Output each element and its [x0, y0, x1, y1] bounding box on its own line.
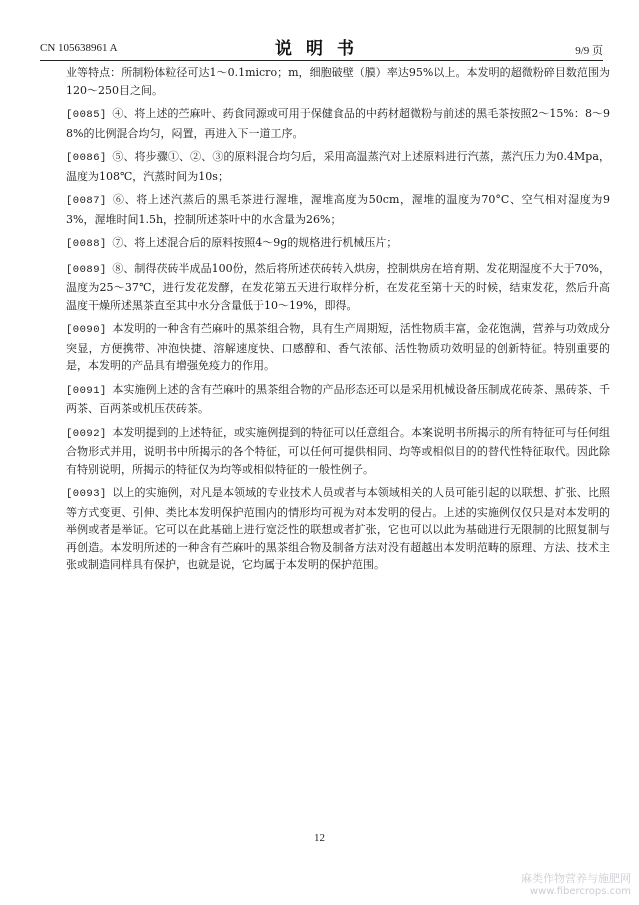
paragraph-continued — [66, 64, 610, 99]
patent-number: CN 105638961 A — [40, 42, 118, 54]
paragraph-0088 — [66, 234, 610, 254]
paragraph-text: 本发明提到的上述特征，或实施例提到的特征可以任意组合。本案说明书所揭示的所有特征可与任何组合物形式并用，说明书中所揭示的各个特征，可以任何可提供相同、均等或相似目的的替代性特征取代。因此除有特别说明，所揭示的特征仅为均等或相似特征的一般性例子。 — [66, 425, 610, 476]
document-title: 说明书 — [275, 39, 368, 59]
page-indicator: 9/9 页 — [575, 45, 603, 57]
paragraph-0091 — [66, 381, 610, 418]
paragraph-text: ④、将上述的苎麻叶、药食同源或可用于保健食品的中药材超微粉与前述的黑毛茶按照2～15%：8～98%的比例混合均匀，闷置，再进入下一道工序。 — [66, 107, 610, 140]
paragraph-text: ⑥、将上述汽蒸后的黑毛茶进行渥堆，渥堆高度为50cm，渥堆的温度为70°C、空气相对湿度为93%，渥堆时间1.5h，控制所述茶叶中的水含量为26%； — [66, 193, 611, 226]
paragraph-text: 以上的实施例，对凡是本领域的专业技术人员或者与本领域相关的人员可能引起的以联想、扩张、比照等方式变更、引伸、类比本发明保护范围内的情形均可视为对本发明的侵占。上述的实施例仅仅只是对本发明的举例或者是举证。它可以在此基础上进行宽泛性的联想或者扩张，它也可以以此为基础进行无限制的比照复制与再创造。本发明所述的一种含有苎麻叶的黑茶组合物及制备方法对没有超越出本发明范畴的原理、方法、技术主张或制造同样具有保护，也就是说，它均属于本发明的保护范围。 — [66, 486, 610, 571]
paragraph-number: [0088] — [66, 238, 107, 250]
paragraph-number: [0090] — [66, 324, 107, 336]
paragraph-number: [0092] — [66, 427, 107, 440]
paragraph-number: [0089] — [66, 263, 107, 276]
site-watermark — [521, 872, 631, 898]
paragraph-0093 — [66, 484, 610, 574]
paragraph-0085 — [66, 105, 610, 142]
paragraph-0086 — [66, 148, 610, 185]
paragraph-text: 本实施例上述的含有苎麻叶的黑茶组合物的产品形态还可以是采用机械设备压制成花砖茶、黑砖茶、千两茶、百两茶或机压茯砖茶。 — [66, 382, 610, 415]
paragraph-number: [0087] — [66, 195, 107, 207]
paragraph-number: [0086] — [66, 152, 107, 164]
paragraph-0087 — [66, 191, 610, 228]
paragraph-0092 — [66, 424, 610, 479]
paragraph-number: [0091] — [66, 384, 107, 397]
page-number: 12 — [314, 832, 325, 844]
paragraph-text: 本发明的一种含有苎麻叶的黑茶组合物，具有生产周期短，活性物质丰富，金花饱满，营养与功效成分突显，方便携带、冲泡快捷、溶解速度快、口感醇和、香气浓郁、活性物质功效明显的创新特征。特别重要的是，本发明的产品具有增强免疫力的作用。 — [66, 322, 610, 372]
document-body — [66, 64, 610, 580]
paragraph-text: ⑧、制得茯砖半成品100份，然后将所述茯砖转入烘房，控制烘房在培育期、发花期湿度不大于70%，温度为25～37℃，进行发花发酵，在发花第五天进行取样分析，在发花至第十天的时候，结束发花，然后升高温度干燥所述黑茶直至其中水分含量低于10～19%，即得。 — [66, 261, 610, 312]
page-header — [40, 34, 603, 61]
paragraph-text: 业等特点：所制粉体粒径可达1～0.1micro；m，细胞破壁（膜）率达95%以上。本发明的超微粉碎目数范围为120～250目之间。 — [66, 66, 610, 97]
paragraph-number: [0093] — [66, 488, 107, 500]
paragraph-number: [0085] — [66, 109, 107, 121]
paragraph-0090 — [66, 320, 610, 375]
paragraph-0089 — [66, 260, 610, 315]
paragraph-text: ⑦、将上述混合后的原料按照4～9g的规格进行机械压片； — [112, 236, 398, 249]
paragraph-text: ⑤、将步骤①、②、③的原料混合均匀后，采用高温蒸汽对上述原料进行汽蒸，蒸汽压力为0.4Mpa，温度为108℃，汽蒸时间为10s； — [66, 150, 611, 183]
watermark-site-name: 麻类作物营养与施肥网 — [521, 872, 631, 885]
watermark-url: www.fibercrops.com — [529, 886, 631, 897]
